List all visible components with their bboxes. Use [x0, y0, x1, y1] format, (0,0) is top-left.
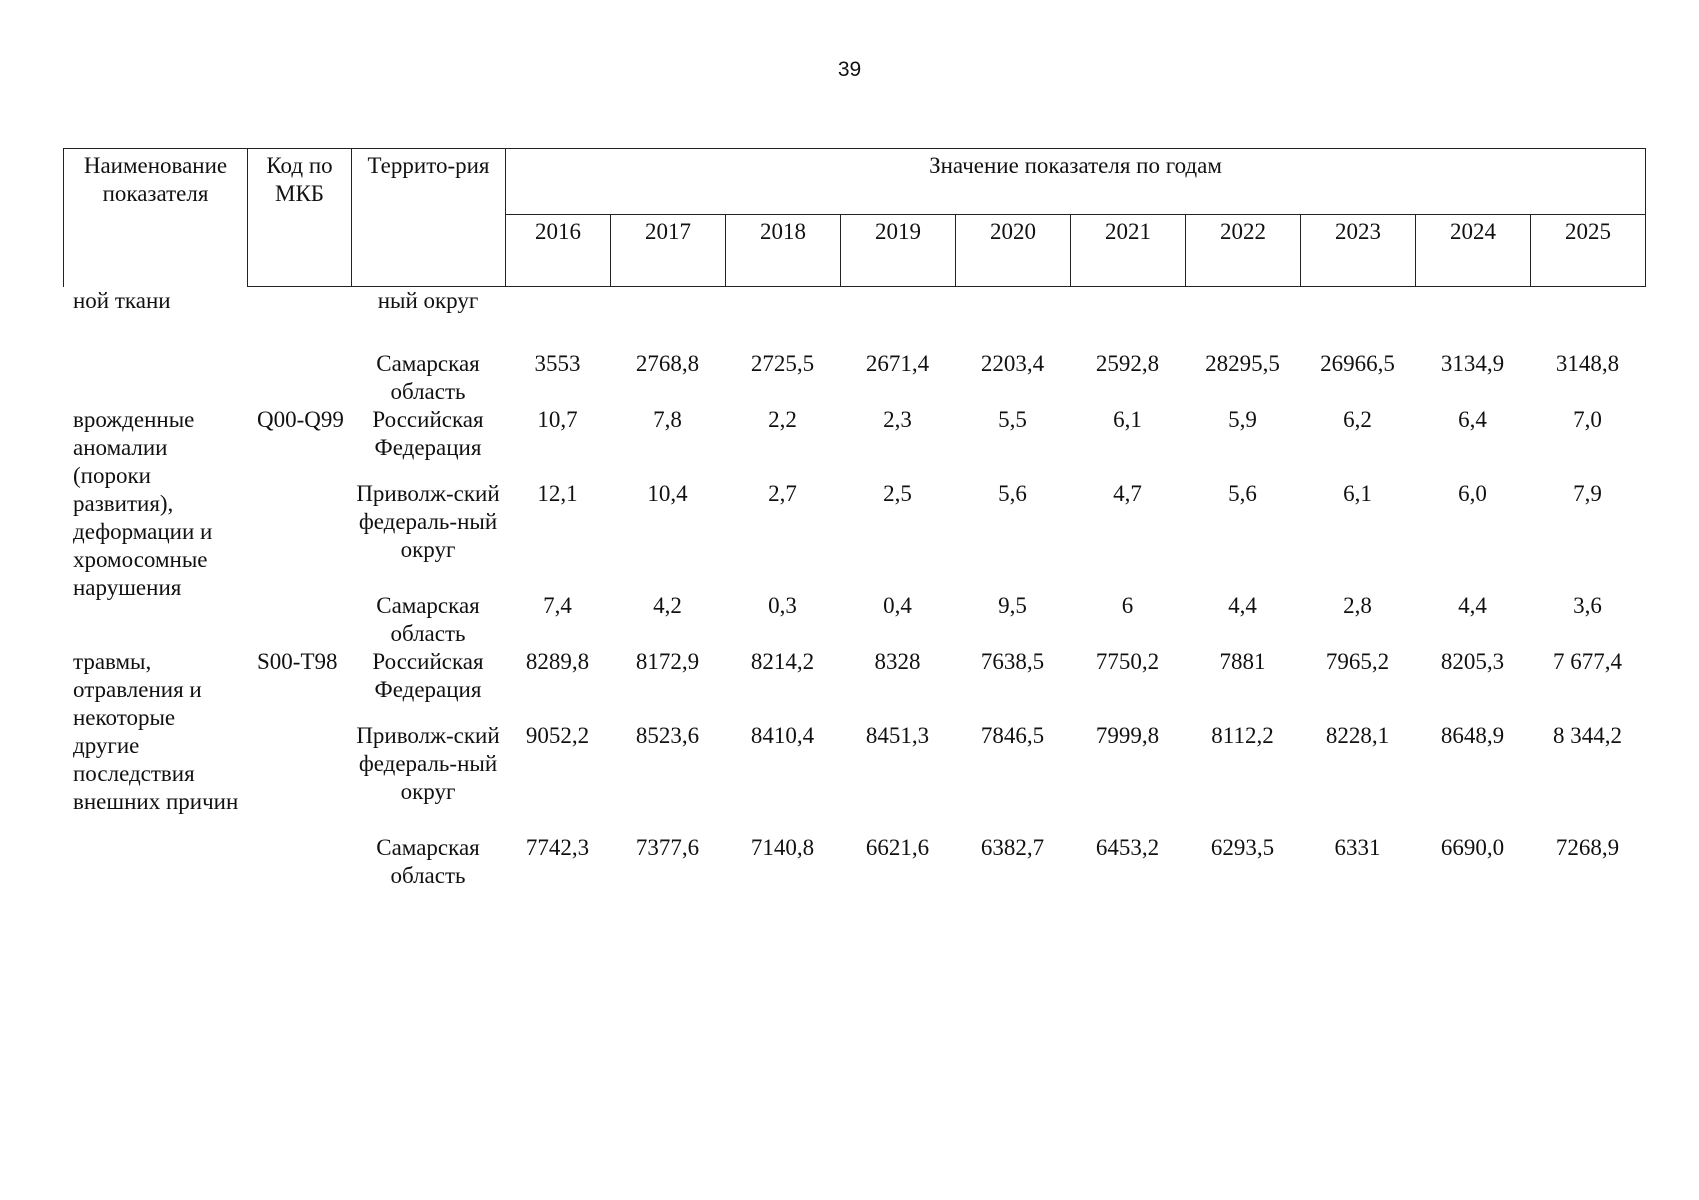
row-territory: Самарская область	[376, 351, 480, 404]
value-cell: 10,4	[647, 481, 688, 506]
value-cell: 6	[1121, 593, 1134, 618]
table-header	[63, 148, 1646, 287]
value-cell: 2,2	[768, 407, 797, 432]
row-icd-code	[247, 287, 351, 350]
value-cell: 8172,9	[635, 649, 700, 674]
header-year: 2016	[506, 215, 611, 287]
value-cell	[505, 287, 610, 350]
value-cell	[1530, 287, 1645, 350]
value-cell	[1415, 287, 1530, 350]
row-icd-code	[247, 350, 351, 406]
header-year: 2024	[1416, 215, 1531, 287]
value-cell: 7268,9	[1555, 835, 1620, 860]
row-icd-code: S00-T98	[257, 649, 338, 674]
row-territory: Российская Федерация	[372, 649, 484, 702]
value-cell: 5,6	[998, 481, 1027, 506]
value-cell: 3134,9	[1440, 351, 1505, 376]
header-year: 2020	[956, 215, 1071, 287]
value-cell: 8523,6	[635, 723, 700, 748]
table-body	[63, 287, 1645, 890]
value-cell: 0,3	[768, 593, 797, 618]
value-cell: 28295,5	[1205, 351, 1280, 376]
value-cell: 3553	[534, 351, 581, 376]
value-cell: 6,1	[1113, 407, 1142, 432]
value-cell: 7999,8	[1095, 723, 1160, 748]
value-cell: 4,2	[653, 593, 682, 618]
value-cell: 7742,3	[525, 835, 590, 860]
value-cell: 2203,4	[980, 351, 1045, 376]
value-cell: 6690,0	[1440, 835, 1505, 860]
value-cell: 6331	[1334, 835, 1381, 860]
value-cell: 3148,8	[1555, 351, 1620, 376]
row-territory: Самарская область	[376, 835, 480, 888]
header-group-row	[64, 149, 1646, 215]
table-row	[63, 350, 1645, 406]
row-indicator-name	[63, 350, 247, 406]
value-cell	[610, 287, 725, 350]
header-territory-column: Террито-рия	[352, 149, 506, 287]
value-cell: 8 344,2	[1553, 723, 1622, 748]
value-cell: 8289,8	[525, 649, 590, 674]
value-cell	[1185, 287, 1300, 350]
value-cell: 6,2	[1343, 407, 1372, 432]
header-year: 2025	[1531, 215, 1646, 287]
table-row	[63, 648, 1645, 722]
value-cell: 2592,8	[1095, 351, 1160, 376]
table-row	[63, 287, 1645, 350]
value-cell: 6,1	[1343, 481, 1372, 506]
value-cell: 7377,6	[635, 835, 700, 860]
value-cell	[1070, 287, 1185, 350]
value-cell: 10,7	[537, 407, 578, 432]
row-territory: Приволж-ский федераль-ный округ	[356, 723, 500, 804]
header-year: 2017	[611, 215, 726, 287]
value-cell: 6,4	[1458, 407, 1487, 432]
value-cell: 7,4	[543, 593, 572, 618]
value-cell: 5,5	[998, 407, 1027, 432]
row-territory: Самарская область	[376, 593, 480, 646]
value-cell: 7,9	[1573, 481, 1602, 506]
value-cell: 7965,2	[1325, 649, 1390, 674]
value-cell: 26966,5	[1320, 351, 1395, 376]
row-indicator-name: врожденные аномалии (пороки развития), деформации и хромосомные нарушения	[73, 407, 213, 600]
value-cell: 8451,3	[865, 723, 930, 748]
value-cell	[840, 287, 955, 350]
value-cell: 2,5	[883, 481, 912, 506]
value-cell: 6453,2	[1095, 835, 1160, 860]
value-cell: 7638,5	[980, 649, 1045, 674]
header-name-column: Наименование показателя	[64, 149, 248, 287]
row-territory: Российская Федерация	[372, 407, 484, 460]
value-cell: 6,0	[1458, 481, 1487, 506]
value-cell	[955, 287, 1070, 350]
row-indicator-name: ной ткани	[73, 288, 171, 313]
header-year: 2022	[1186, 215, 1301, 287]
header-year: 2019	[841, 215, 956, 287]
header-year: 2023	[1301, 215, 1416, 287]
value-cell: 0,4	[883, 593, 912, 618]
value-cell: 2768,8	[635, 351, 700, 376]
value-cell: 2725,5	[750, 351, 815, 376]
value-cell: 8228,1	[1325, 723, 1390, 748]
value-cell: 4,4	[1458, 593, 1487, 618]
header-year: 2018	[726, 215, 841, 287]
value-cell: 6621,6	[865, 835, 930, 860]
value-cell: 2,8	[1343, 593, 1372, 618]
value-cell: 7,0	[1573, 407, 1602, 432]
value-cell: 9,5	[998, 593, 1027, 618]
value-cell: 8112,2	[1211, 723, 1274, 748]
value-cell: 4,7	[1113, 481, 1142, 506]
value-cell: 12,1	[537, 481, 578, 506]
value-cell: 3,6	[1573, 593, 1602, 618]
value-cell: 8410,4	[750, 723, 815, 748]
row-territory: ный округ	[377, 288, 479, 313]
value-cell: 6382,7	[980, 835, 1045, 860]
value-cell: 8214,2	[750, 649, 815, 674]
value-cell: 8648,9	[1440, 723, 1505, 748]
row-icd-code: Q00-Q99	[257, 407, 344, 432]
page-number: 39	[837, 58, 862, 81]
value-cell: 6293,5	[1210, 835, 1275, 860]
value-cell: 5,6	[1228, 481, 1257, 506]
value-cell: 2,7	[768, 481, 797, 506]
row-territory: Приволж-ский федераль-ный округ	[356, 481, 500, 562]
value-cell: 7140,8	[750, 835, 815, 860]
value-cell: 2671,4	[865, 351, 930, 376]
row-indicator-name: травмы, отравления и некоторые другие последствия внешних причин	[73, 649, 239, 814]
value-cell: 9052,2	[525, 723, 590, 748]
value-cell: 7846,5	[980, 723, 1045, 748]
value-cell	[725, 287, 840, 350]
value-cell: 7881	[1219, 649, 1266, 674]
value-cell: 2,3	[883, 407, 912, 432]
value-cell: 4,4	[1228, 593, 1257, 618]
header-year: 2021	[1071, 215, 1186, 287]
table-row	[63, 406, 1645, 480]
value-cell: 7,8	[653, 407, 682, 432]
value-cell: 7750,2	[1095, 649, 1160, 674]
value-cell	[1300, 287, 1415, 350]
value-cell: 5,9	[1228, 407, 1257, 432]
value-cell: 8328	[874, 649, 921, 674]
value-cell: 7 677,4	[1553, 649, 1622, 674]
header-code-column: Код по МКБ	[248, 149, 352, 287]
value-cell: 8205,3	[1440, 649, 1505, 674]
header-values-group: Значение показателя по годам	[506, 149, 1646, 215]
